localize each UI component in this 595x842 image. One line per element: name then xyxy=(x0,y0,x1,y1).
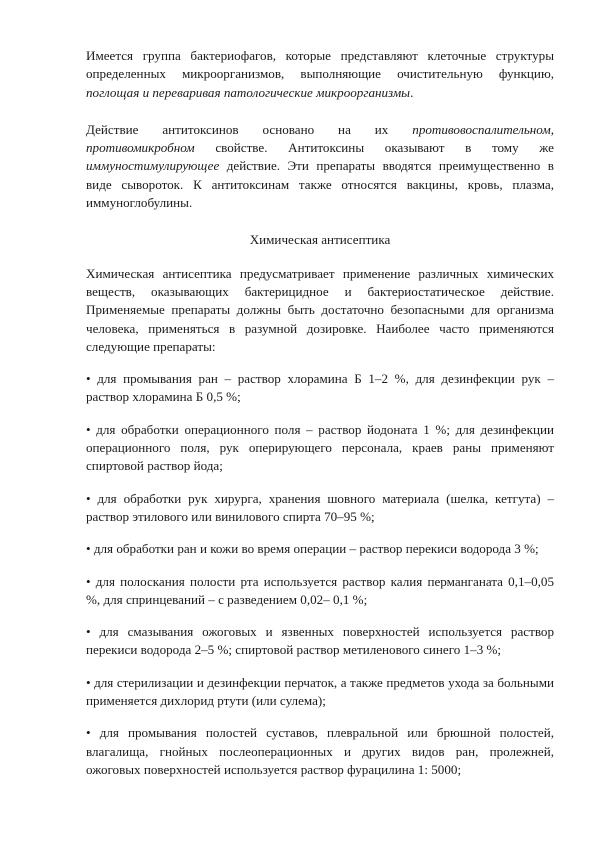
list-item: • для промывания ран – раствор хлорамина Б 1–2 %, для дезинфекции рук – раствор хлорамина Б 0,5 %; xyxy=(86,370,554,407)
paragraph-text: действие. Эти препараты вводятся преимущественно в виде сывороток. К антитоксинам также относятся вакцины, кровь, плазма, иммуноглобулины. xyxy=(86,158,554,211)
list-item: • для обработки ран и кожи во время операции – раствор перекиси водорода 3 %; xyxy=(86,540,554,558)
list-item: • для обработки рук хирурга, хранения шовного материала (шелка, кетгута) – раствор этилового или винилового спирта 70–95 %; xyxy=(86,490,554,527)
paragraph-antitoxins xyxy=(86,121,554,212)
paragraph-text: Действие антитоксинов основано на их xyxy=(86,121,413,137)
document-body xyxy=(86,47,554,779)
italic-phrase: противовоспалительном, противомикробном xyxy=(86,121,554,156)
paragraph-text: свойстве. Антитоксины оказывают в тому же xyxy=(194,140,554,156)
list-item: • для промывания полостей суставов, плевральной или брюшной полостей, влагалища, гнойных послеоперационных и других видов ран, пролежней, ожоговых поверхностей используется раствор фурацилина 1: 5000; xyxy=(86,724,554,779)
paragraph-intro: Химическая антисептика предусматривает применение различных химических веществ, оказывающих бактерицидное и бактериостатическое действие. Применяемые препараты должны быть достаточно безопасными для организма человека, применяться в разумной дозировке. Наиболее часто применяются следующие препараты: xyxy=(86,265,554,354)
paragraph-text: Имеется группа бактериофагов, которые представляют клеточные структуры определенных микроорганизмов, выполняющие очистительную функцию, xyxy=(86,48,554,82)
list-item: • для смазывания ожоговых и язвенных поверхностей используется раствор перекиси водорода 2–5 %; спиртовой раствор метиленового синего 1–3 %; xyxy=(86,623,554,660)
paragraph-bacteriophages xyxy=(86,47,554,102)
list-item: • для полоскания полости рта используется раствор калия перманганата 0,1–0,05 %, для спринцеваний – с разведением 0,02– 0,1 %; xyxy=(86,573,554,610)
list-item: • для стерилизации и дезинфекции перчаток, а также предметов ухода за больными применяется дихлорид ртути (или сулема); xyxy=(86,674,554,711)
italic-phrase: иммуностимулирующее xyxy=(86,158,220,174)
list-item: • для обработки операционного поля – раствор йодоната 1 %; для дезинфекции операционного поля, рук оперирующего персонала, краев раны применяют спиртовой раствор йода; xyxy=(86,421,554,476)
section-heading: Химическая антисептика xyxy=(249,232,391,248)
paragraph-end: . xyxy=(410,84,414,100)
italic-phrase: поглощая и переваривая патологические микроорганизмы xyxy=(86,84,411,100)
